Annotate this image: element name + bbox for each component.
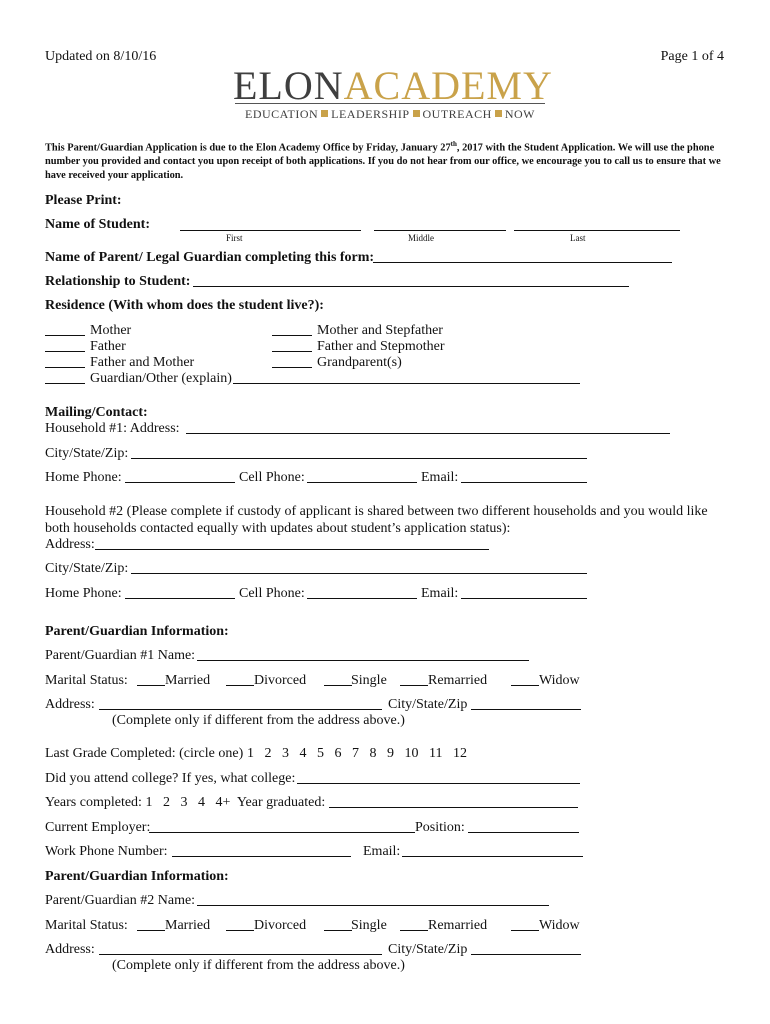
parent2-city-field[interactable] <box>471 954 581 955</box>
residence-grandparents-label: Grandparent(s) <box>317 355 402 370</box>
parent2-divorced-blank[interactable] <box>226 930 254 931</box>
parent2-single-label: Single <box>351 918 387 933</box>
parent1-address-note: (Complete only if different from the address above.) <box>112 713 405 728</box>
parent1-widow-label: Widow <box>539 673 580 688</box>
parent2-address-note: (Complete only if different from the address above.) <box>112 958 405 973</box>
household2-city-label: City/State/Zip: <box>45 561 129 576</box>
parent1-college-label: Did you attend college? If yes, what college: <box>45 771 296 786</box>
household1-address-field[interactable] <box>186 433 670 434</box>
intro-superscript: th <box>450 140 457 148</box>
residence-mother-stepfather-label: Mother and Stepfather <box>317 323 443 338</box>
tagline-word: EDUCATION <box>244 107 319 121</box>
parent1-grade-label: Last Grade Completed: (circle one) <box>45 746 244 761</box>
gold-square-icon <box>321 110 328 117</box>
residence-father-mother-label: Father and Mother <box>90 355 195 370</box>
household2-home-phone-label: Home Phone: <box>45 586 122 601</box>
relationship-label: Relationship to Student: <box>45 274 191 289</box>
parent1-city-label: City/State/Zip <box>388 697 468 712</box>
intro-text-cont: , 2017 with the Student Application. We will use the phone number you provided and contact you upon receipt of both applications. If you do not hear from our office, we encourage you to call us to ensure that we have received your application. <box>45 142 721 182</box>
residence-mother-blank[interactable] <box>45 335 85 336</box>
parent1-email-field[interactable] <box>402 856 583 857</box>
household2-email-label: Email: <box>421 586 459 601</box>
parent-name-label: Name of Parent/ Legal Guardian completing this form: <box>45 250 375 265</box>
household2-cell-phone-field[interactable] <box>307 598 417 599</box>
parent2-divorced-label: Divorced <box>254 918 307 933</box>
mailing-heading: Mailing/Contact: <box>45 405 148 420</box>
parent1-address-label: Address: <box>45 697 95 712</box>
parent2-name-label: Parent/Guardian #2 Name: <box>45 893 196 908</box>
residence-father-blank[interactable] <box>45 351 85 352</box>
residence-guardian-blank[interactable] <box>45 383 85 384</box>
parent1-married-blank[interactable] <box>137 685 165 686</box>
household1-home-phone-label: Home Phone: <box>45 470 122 485</box>
logo-elon: ELON <box>233 63 344 108</box>
residence-mother-label: Mother <box>90 323 132 338</box>
tagline-word: NOW <box>504 107 536 121</box>
parent1-position-label: Position: <box>415 820 465 835</box>
residence-guardian-label: Guardian/Other (explain) <box>90 371 232 386</box>
parent1-college-field[interactable] <box>297 783 580 784</box>
parent1-year-graduated-field[interactable] <box>329 807 578 808</box>
student-first-name-field[interactable] <box>180 230 361 231</box>
parent2-married-label: Married <box>165 918 211 933</box>
parent1-name-field[interactable] <box>197 660 529 661</box>
household1-city-field[interactable] <box>131 458 587 459</box>
parent1-employer-field[interactable] <box>149 832 415 833</box>
logo-academy: ACADEMY <box>343 63 553 108</box>
parent2-remarried-blank[interactable] <box>400 930 428 931</box>
student-name-label: Name of Student: <box>45 217 150 232</box>
middle-caption: Middle <box>408 233 434 243</box>
parent2-address-field[interactable] <box>99 954 382 955</box>
household2-city-field[interactable] <box>131 573 587 574</box>
household1-city-label: City/State/Zip: <box>45 446 129 461</box>
parent1-grade-options[interactable]: 1 2 3 4 5 6 7 8 9 10 11 12 <box>247 746 467 761</box>
tagline-word: LEADERSHIP <box>331 107 410 121</box>
residence-heading: Residence (With whom does the student live?): <box>45 298 324 313</box>
parent1-divorced-label: Divorced <box>254 673 307 688</box>
gold-square-icon <box>413 110 420 117</box>
logo-divider <box>235 103 545 104</box>
parent1-city-field[interactable] <box>471 709 581 710</box>
residence-grandparents-blank[interactable] <box>272 367 312 368</box>
parent1-marital-label: Marital Status: <box>45 673 128 688</box>
household1-email-field[interactable] <box>461 482 587 483</box>
household2-address-label: Address: <box>45 537 95 552</box>
parent1-divorced-blank[interactable] <box>226 685 254 686</box>
parent1-employer-label: Current Employer: <box>45 820 151 835</box>
please-print-heading: Please Print: <box>45 193 122 208</box>
residence-father-stepmother-label: Father and Stepmother <box>317 339 445 354</box>
residence-mother-stepfather-blank[interactable] <box>272 335 312 336</box>
intro-paragraph <box>45 137 730 183</box>
residence-explain-field[interactable] <box>233 383 580 384</box>
parent2-widow-label: Widow <box>539 918 580 933</box>
household1-home-phone-field[interactable] <box>125 482 235 483</box>
updated-date: Updated on 8/10/16 <box>45 49 157 64</box>
parent1-heading: Parent/Guardian Information: <box>45 624 229 639</box>
parent2-remarried-label: Remarried <box>428 918 488 933</box>
household2-instructions: Household #2 (Please complete if custody of applicant is shared between two different households and you would like both households contacted equally with updates about student’s application status): <box>45 504 708 536</box>
household2-email-field[interactable] <box>461 598 587 599</box>
residence-father-label: Father <box>90 339 126 354</box>
student-middle-name-field[interactable] <box>374 230 506 231</box>
household2-cell-phone-label: Cell Phone: <box>239 586 305 601</box>
first-caption: First <box>226 233 243 243</box>
parent2-marital-label: Marital Status: <box>45 918 128 933</box>
logo-tagline <box>233 107 547 122</box>
parent2-married-blank[interactable] <box>137 930 165 931</box>
household2-address-field[interactable] <box>95 549 489 550</box>
parent1-email-label: Email: <box>363 844 401 859</box>
parent1-remarried-blank[interactable] <box>400 685 428 686</box>
household1-email-label: Email: <box>421 470 459 485</box>
parent1-single-blank[interactable] <box>324 685 352 686</box>
parent1-widow-blank[interactable] <box>511 685 539 686</box>
elon-academy-logo <box>233 63 553 122</box>
parent1-work-phone-label: Work Phone Number: <box>45 844 168 859</box>
relationship-field[interactable] <box>193 286 629 287</box>
parent1-position-field[interactable] <box>468 832 579 833</box>
household2-home-phone-field[interactable] <box>125 598 235 599</box>
intro-text: This Parent/Guardian Application is due to the Elon Academy Office by Friday, January 27 <box>45 142 451 154</box>
parent-name-field[interactable] <box>373 262 672 263</box>
parent2-address-label: Address: <box>45 942 95 957</box>
page-number: Page 1 of 4 <box>660 49 724 64</box>
parent1-work-phone-field[interactable] <box>172 856 351 857</box>
last-caption: Last <box>570 233 586 243</box>
parent1-remarried-label: Remarried <box>428 673 488 688</box>
parent1-name-label: Parent/Guardian #1 Name: <box>45 648 196 663</box>
tagline-word: OUTREACH <box>422 107 492 121</box>
parent2-single-blank[interactable] <box>324 930 352 931</box>
household1-cell-phone-label: Cell Phone: <box>239 470 305 485</box>
parent2-widow-blank[interactable] <box>511 930 539 931</box>
household1-address-label: Household #1: Address: <box>45 421 180 436</box>
student-last-name-field[interactable] <box>514 230 680 231</box>
parent1-address-field[interactable] <box>99 709 382 710</box>
parent2-heading: Parent/Guardian Information: <box>45 869 229 884</box>
household1-cell-phone-field[interactable] <box>307 482 417 483</box>
residence-father-stepmother-blank[interactable] <box>272 351 312 352</box>
gold-square-icon <box>495 110 502 117</box>
parent1-single-label: Single <box>351 673 387 688</box>
parent2-city-label: City/State/Zip <box>388 942 468 957</box>
parent1-married-label: Married <box>165 673 211 688</box>
parent1-years-label: Years completed: 1 2 3 4 4+ Year graduated: <box>45 795 326 810</box>
parent2-name-field[interactable] <box>197 905 549 906</box>
residence-father-mother-blank[interactable] <box>45 367 85 368</box>
